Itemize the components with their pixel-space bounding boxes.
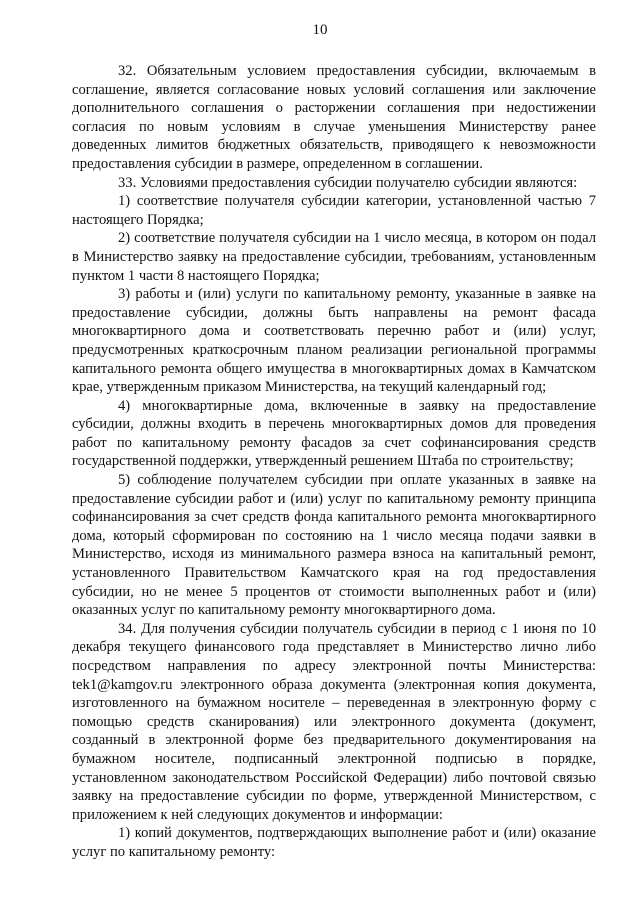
list-item-33-1: 1) соответствие получателя субсидии категории, установленной частью 7 настоящего Порядка; [72, 193, 596, 228]
list-item-33-5: 5) соблюдение получателем субсидии при оплате указанных в заявке на предоставление субсидии работ и (или) услуг по капитальному ремонту принципа софинансирования за счет средств фонда капитального ремонта многоквартирного дома, который сформирован по состоянию на 1 число месяца подачи заявки в Министерство, исходя из минимального размера взноса на капитальный ремонт, установленного Правительством Камчатского края на год предоставления субсидии, но не менее 5 процентов от стоимости выполненных работ и (или) оказанных услуг по капитальному ремонту многоквартирного дома. [72, 472, 596, 619]
list-item-33-4: 4) многоквартирные дома, включенные в заявку на предоставление субсидии, должны входить в перечень многоквартирных домов для проведения работ по капитальному ремонту фасадов за счет софинансирования средств государственной поддержки, утвержденный решением Штаба по строительству; [72, 397, 596, 470]
page-number: 10 [312, 22, 328, 38]
list-item-33-3: 3) работы и (или) услуги по капитальному ремонту, указанные в заявке на предоставление субсидии, должны быть направлены на ремонт фасада многоквартирного дома и соответствовать перечню работ и (или) услуг, предусмотренных краткосрочным планом реализации региональной программы капитального ремонта общего имущества в многоквартирных домах в Камчатском крае, утвержденным приказом Министерства, на текущий календарный год; [72, 286, 596, 396]
paragraph-33: 33. Условиями предоставления субсидии получателю субсидии являются: [118, 174, 578, 191]
paragraph-34: 34. Для получения субсидии получатель субсидии в период с 1 июня по 10 декабря текущего финансового года представляет в Министерство лично либо посредством направления по адресу электронной почты Министерства: tek1@kamgov.ru электронного образа документа (электронная копия документа, изготовленного на бумажном носителе – переведенная в электронную форму с помощью средств сканирования) или электронного документа (документ, созданный в электронной форме без предварительного документирования на бумажном носителе, подписанный электронной подписью в порядке, установленном законодательством Российской Федерации) либо почтовой связью заявку на предоставление субсидии по форме, утвержденной Министерством, с приложением к ней следующих документов и информации: [72, 620, 596, 823]
list-item-34-1: 1) копий документов, подтверждающих выполнение работ и (или) оказание услуг по капитальному ремонту: [72, 825, 596, 860]
list-item-33-2: 2) соответствие получателя субсидии на 1 число месяца, в котором он подал в Министерство заявку на предоставление субсидии, требованиям, установленным пунктом 1 части 8 настоящего Порядка; [72, 230, 596, 284]
paragraph-32: 32. Обязательным условием предоставления субсидии, включаемым в соглашение, является согласование новых условий соглашения или заключение дополнительного соглашения о расторжении соглашения при недостижении согласия по новым условиям в случае уменьшения Министерству ранее доведенных лимитов бюджетных обязательств, приводящего к невозможности предоставления субсидии в размере, определенном в соглашении. [72, 63, 596, 172]
document-body [72, 62, 596, 862]
